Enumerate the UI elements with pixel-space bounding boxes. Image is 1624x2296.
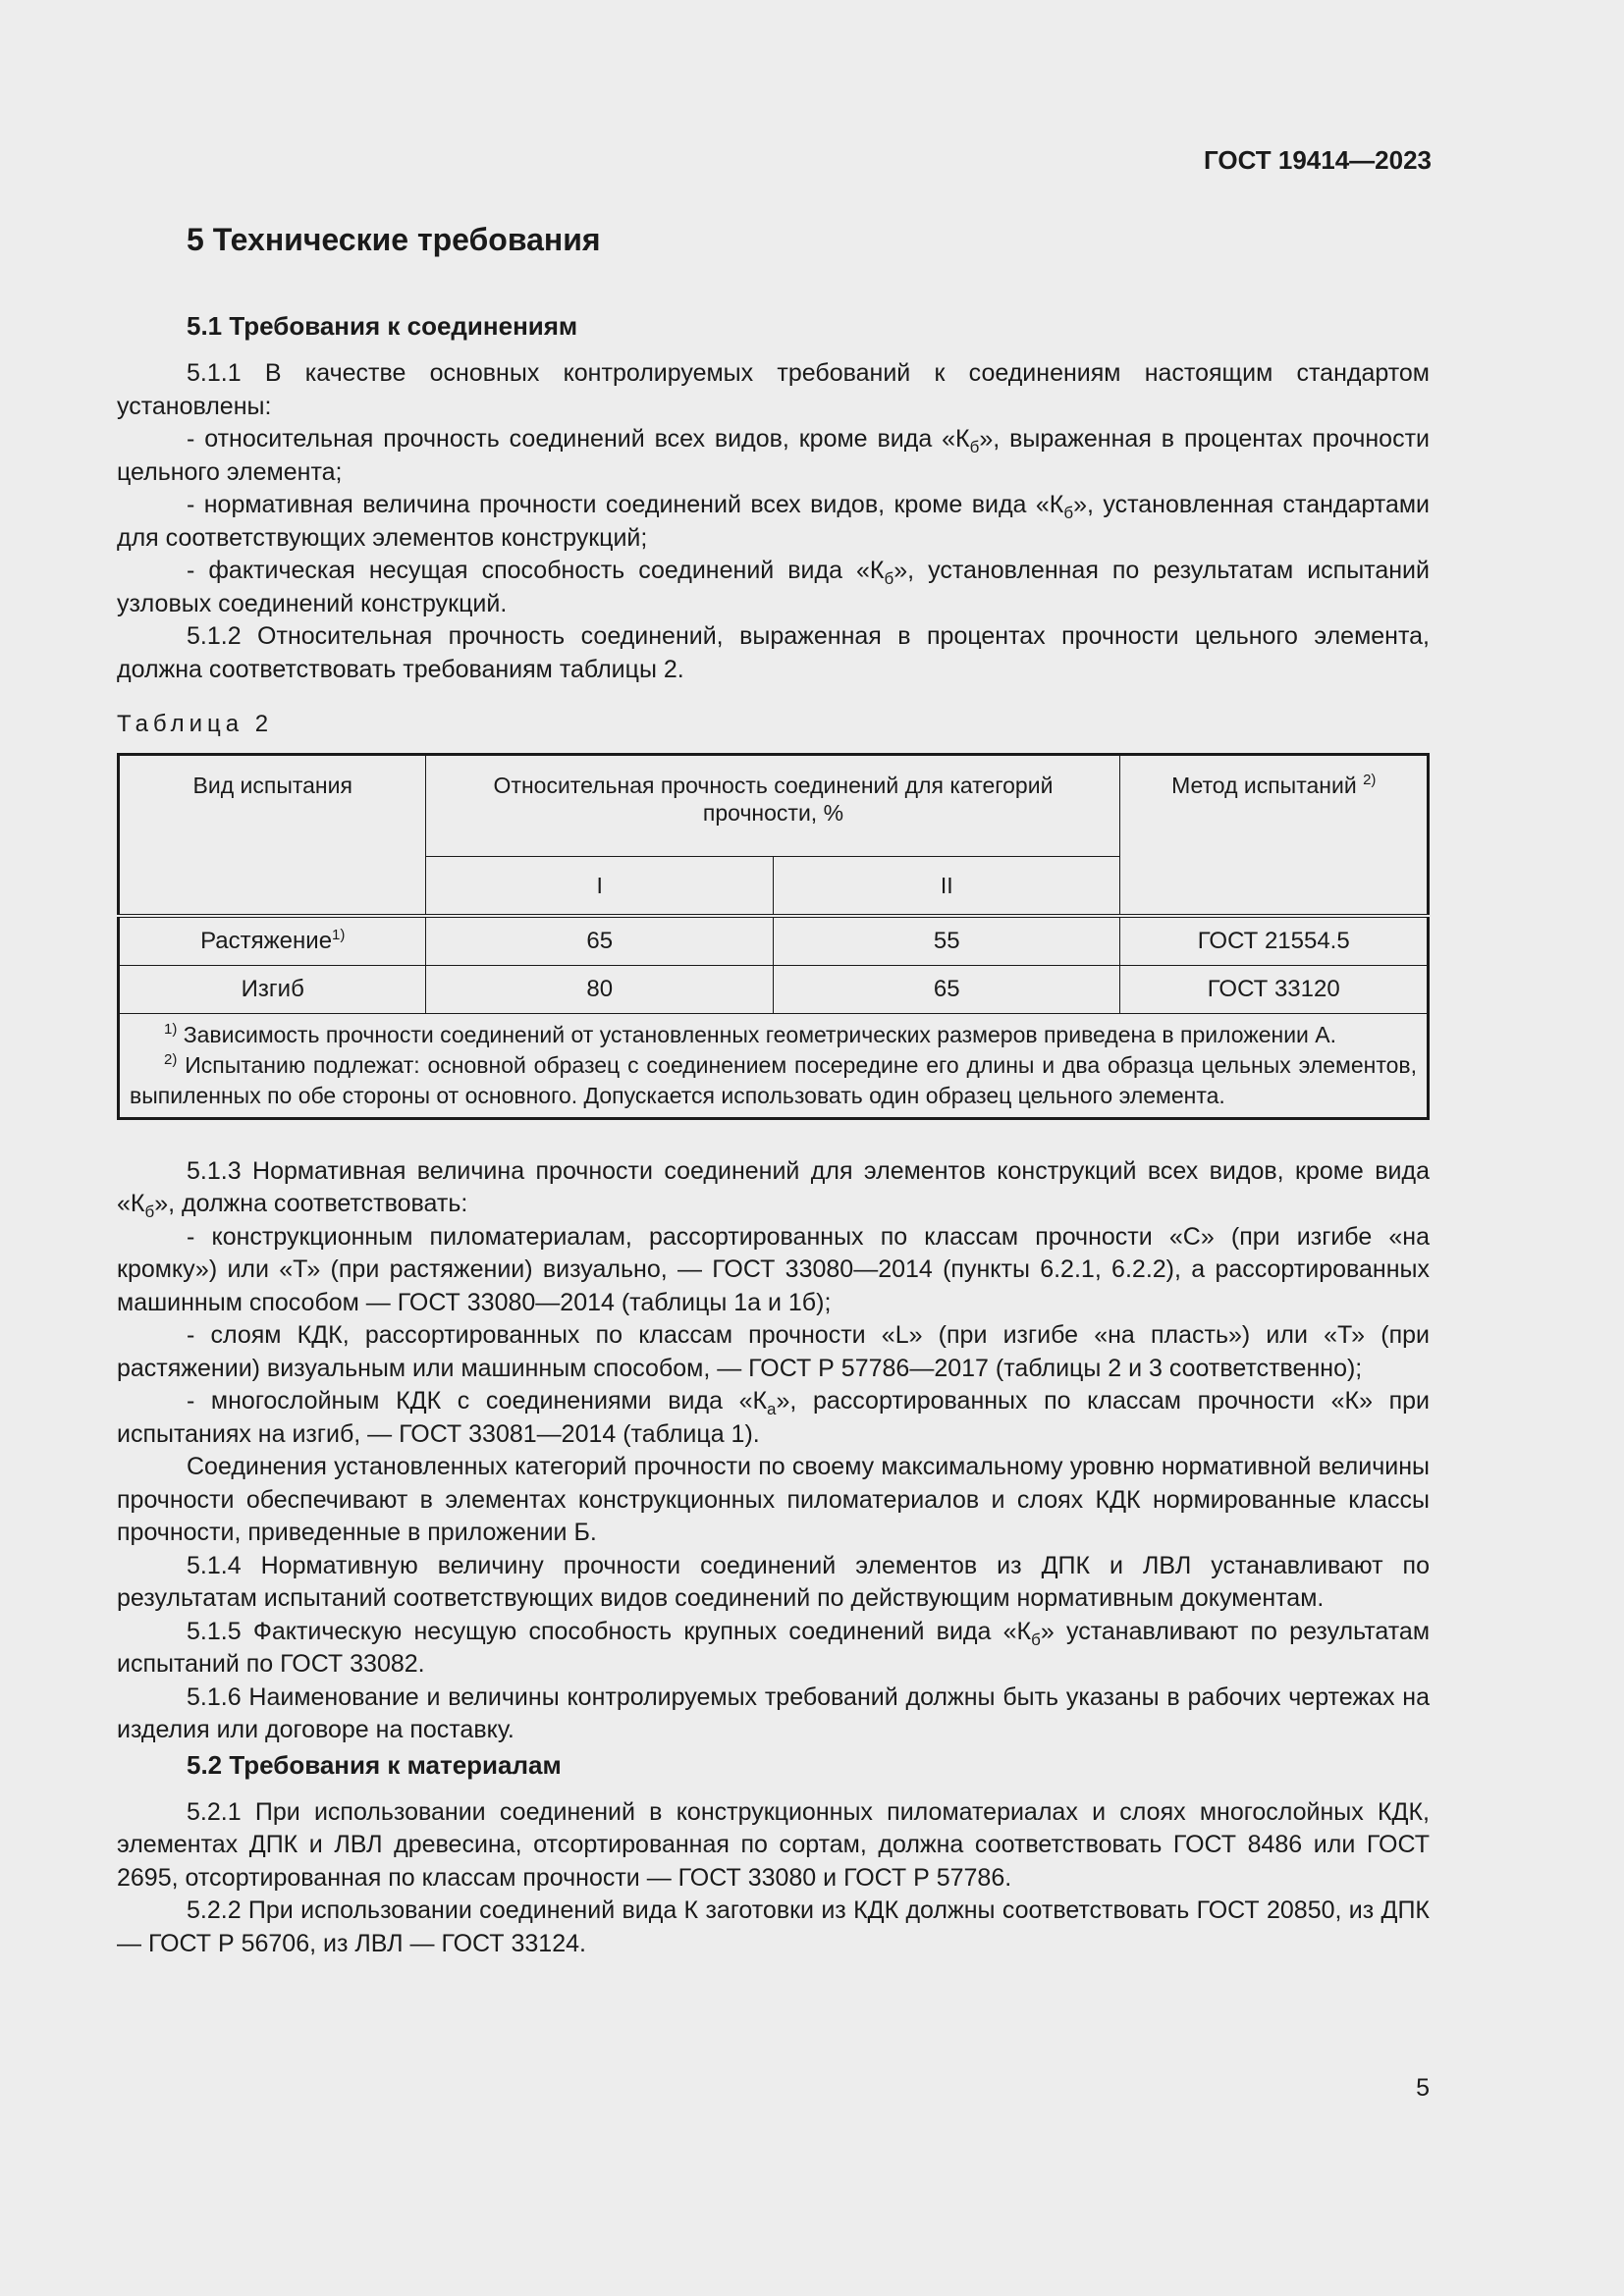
header-category-2: II (773, 856, 1120, 916)
table-caption: Таблица 2 (117, 711, 274, 737)
document-code: ГОСТ 19414—2023 (1204, 145, 1432, 175)
paragraph-5-2-2: 5.2.2 При использовании соединений вида К заготовки из КДК должны соответствовать ГОСТ 20850, из ДПК — ГОСТ Р 56706, из ЛВЛ — ГОСТ 33124. (117, 1896, 1430, 1957)
paragraph-5-1-4: 5.1.4 Нормативную величину прочности соединений элементов из ДПК и ЛВЛ устанавливают по результатам испытаний соответствующих видов соединений по действующим нормативным документам. (117, 1551, 1430, 1612)
row-method: ГОСТ 21554.5 (1120, 916, 1429, 966)
header-test-type: Вид испытания (119, 754, 426, 916)
subsection-title-5-1: 5.1 Требования к соединениям (187, 311, 578, 341)
page-number: 5 (1416, 2074, 1430, 2102)
header-test-method: Метод испытаний $^{2)}$ (1120, 754, 1429, 916)
row-value-cat2: 55 (773, 916, 1120, 966)
row-value-cat1: 80 (426, 965, 774, 1013)
bullet-actual-capacity: - фактическая несущая способность соединений вида «$К_б$», установленная по результатам испытаний узловых соединений конструкций. (117, 557, 1430, 617)
row-value-cat2: 65 (773, 965, 1120, 1013)
row-test-name: Растяжение$^{1)}$ (119, 916, 426, 966)
table-notes (119, 1013, 1429, 1118)
table-note-1: $^{1)}$ Зависимость прочности соединений от установленных геометрических размеров приведена в приложении А. (164, 1020, 1337, 1047)
paragraph-5-1-2: 5.1.2 Относительная прочность соединений, выраженная в процентах прочности цельного элемента, должна соответствовать требованиям таблицы 2. (117, 622, 1430, 683)
paragraph-5-1-1: 5.1.1 В качестве основных контролируемых требований к соединениям настоящим стандартом установлены: (117, 359, 1430, 420)
bullet-kdk-layers: - слоям КДК, рассортированных по классам прочности «L» (при изгибе «на пласть») или «Т» (при растяжении) визуальным или машинным способом, — ГОСТ Р 57786—2017 (таблицы 2 и 3 соответственно); (117, 1321, 1430, 1382)
page-content (117, 218, 1430, 1960)
paragraph-connections: Соединения установленных категорий прочности по своему максимальному уровню нормативной величины прочности обеспечивают в элементах конструкционных пиломатериалов и слоях КДК нормированные классы прочности, приведенные в приложении Б. (117, 1453, 1430, 1546)
table-row (119, 965, 1429, 1013)
row-value-cat1: 65 (426, 916, 774, 966)
table-note-2: $^{2)}$ Испытанию подлежат: основной образец с соединением посередине его длины и два образца цельных элементов, выпиленных по обе стороны от основного. Допускается использовать один образец цельного элемента. (130, 1050, 1418, 1108)
subsection-title-5-2: 5.2 Требования к материалам (187, 1749, 562, 1780)
paragraph-5-2-1: 5.2.1 При использовании соединений в конструкционных пиломатериалах и слоях многослойных КДК, элементах ДПК и ЛВЛ древесина, отсортированная по сортам, должна соответствовать ГОСТ 8486 или ГОСТ 2695, отсортированная по классам прочности — ГОСТ 33080 и ГОСТ Р 57786. (117, 1797, 1430, 1892)
header-category-1: I (426, 856, 774, 916)
paragraph-5-1-6: 5.1.6 Наименование и величины контролируемых требований должны быть указаны в рабочих чертежах на изделия или договоре на поставку. (117, 1682, 1430, 1743)
section-title: 5 Технические требования (187, 222, 601, 257)
row-test-name: Изгиб (119, 965, 426, 1013)
table-2 (117, 753, 1430, 1120)
table-row (119, 916, 1429, 966)
row-method: ГОСТ 33120 (1120, 965, 1429, 1013)
bullet-normative-strength: - нормативная величина прочности соединений всех видов, кроме вида «$К_б$», установленная стандартами для соответствующих элементов конструкций; (117, 491, 1430, 552)
paragraph-5-1-5: 5.1.5 Фактическую несущую способность крупных соединений вида «$К_б$» устанавливают по результатам испытаний по ГОСТ 33082. (117, 1617, 1431, 1678)
header-relative-strength: Относительная прочность соединений для категорий прочности, % (426, 754, 1120, 856)
bullet-relative-strength: - относительная прочность соединений всех видов, кроме вида «$К_б$», выраженная в процентах прочности цельного элемента; (117, 425, 1430, 486)
paragraph-5-1-3: 5.1.3 Нормативная величина прочности соединений для элементов конструкций всех видов, кроме вида «$К_б$», должна соответствовать: (117, 1156, 1430, 1221)
bullet-lumber: - конструкционным пиломатериалам, рассортированных по классам прочности «С» (при изгибе «на кромку») или «Т» (при растяжении) визуально, — ГОСТ 33080—2014 (пункты 6.2.1, 6.2.2), а рассортированных машинным способом — ГОСТ 33080—2014 (таблицы 1а и 1б); (117, 1222, 1430, 1316)
bullet-multilayer-kdk: - многослойным КДК с соединениями вида «$К_а$», рассортированных по классам прочности «К» при испытаниях на изгиб, — ГОСТ 33081—2014 (таблица 1). (117, 1387, 1431, 1448)
